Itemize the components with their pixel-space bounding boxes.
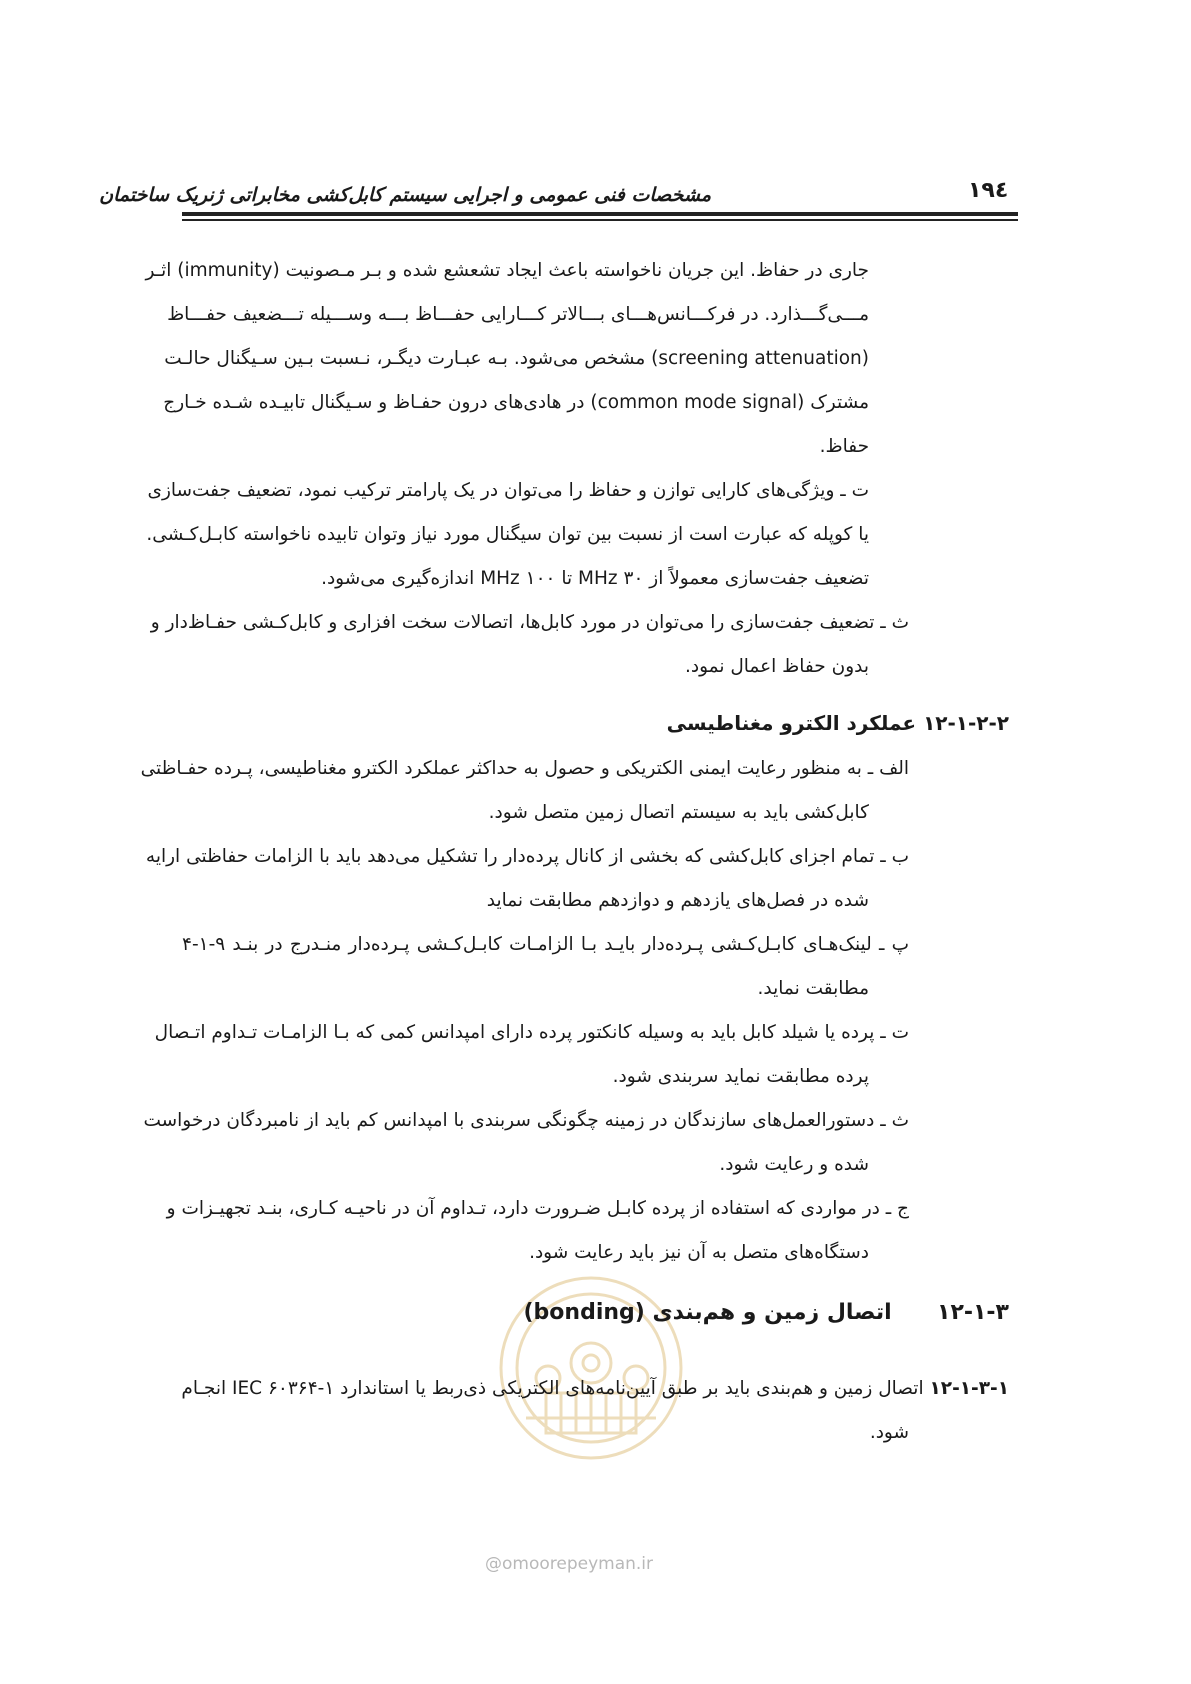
list-item-line: تضعیف جفت‌سازی معمولاً از ۳۰ MHz تا ۱۰۰ MHz اندازه‌گیری می‌شود.	[321, 568, 869, 589]
list-item-line: یا کوپله که عبارت است از نسبت بین توان سیگنال مورد نیاز وتوان تابیده ناخواسته کابـل‌کـشی.	[146, 524, 869, 545]
list-item-line: شده در فصل‌های یازدهم و دوازدهم مطابقت نماید	[486, 890, 869, 911]
list-item-line: پ ـ لینک‌هـای کابـل‌کـشی پـرده‌دار بایـد بـا الزامـات کابـل‌کـشی پـرده‌دار منـدرج در بنـد ۹-۱-۴	[182, 934, 909, 955]
list-item-line: مطابقت نماید.	[757, 978, 869, 999]
list-item-line: ج ـ در مواردی که استفاده از پرده کابـل ضـرورت دارد، تـداوم آن در ناحیـه کـاری، بنـد تجهیـزات و	[166, 1198, 909, 1219]
section-title: عملکرد الکترو مغناطیسی	[666, 711, 917, 735]
paragraph-line: حفاظ.	[819, 436, 869, 457]
paragraph-line: (screening attenuation) مشخص می‌شود. بـه عبـارت دیگـر، نـسبت بـین سـیگنال حالـت	[164, 348, 869, 369]
list-item-line: ث ـ دستورالعمل‌های سازندگان در زمینه چگونگی سربندی با امپدانس کم باید از نامبردگان درخواست	[143, 1110, 909, 1131]
section-number: ۱۲-۱-۳	[937, 1300, 1009, 1325]
paragraph-line: مشترک (common mode signal) در هادی‌های درون حفـاظ و سـیگنال تابیـده شـده خـارج	[163, 392, 869, 413]
list-item-line: کابل‌کشی باید به سیستم اتصال زمین متصل شود.	[488, 802, 869, 823]
list-item-line: ت ـ ویژگی‌های کارایی توازن و حفاظ را می‌توان در یک پارامتر ترکیب نمود، تضعیف جفت‌سازی	[147, 480, 869, 501]
header-rule-thin	[182, 219, 1018, 221]
paragraph-line: مـــی‌گـــذارد. در فرکـــانس‌هـــای بـــالاتر کـــارایی حفـــاظ بـــه وســـیله تـــضعیف حفـــاظ	[167, 304, 869, 325]
list-item-line: پرده مطابقت نماید سربندی شود.	[612, 1066, 869, 1087]
list-item-line: ث ـ تضعیف جفت‌سازی را می‌توان در مورد کابل‌ها، اتصالات سخت افزاری و کابل‌کـشی حفـاظ‌دار و	[150, 612, 909, 633]
paragraph-text: اتصال زمین و هم‌بندی باید بر طبق آیین‌نامه‌های الکتریکی ذی‌ربط یا استاندارد IEC ۶۰۳۶۴-۱ انجـام	[181, 1378, 924, 1399]
paragraph-line: شود.	[869, 1422, 909, 1443]
watermark-url: @omoorepeyman.ir	[485, 1554, 654, 1574]
list-item-line: دستگاه‌های متصل به آن نیز باید رعایت شود.	[529, 1242, 869, 1263]
header-rule-thick	[182, 212, 1018, 216]
list-item-line: شده و رعایت شود.	[719, 1154, 869, 1175]
running-title: مشخصات فنی عمومی و اجرایی سیستم کابل‌کشی مخابراتی ژنریک ساختمان	[99, 184, 711, 206]
list-item-line: بدون حفاظ اعمال نمود.	[684, 656, 869, 677]
page-number: ۱۹٤	[968, 178, 1009, 203]
paragraph-line	[182, 1376, 1009, 1402]
paragraph-line: جاری در حفاظ. این جریان ناخواسته باعث ایجاد تشعشع شده و بـر مـصونیت (immunity) اثـر	[145, 260, 869, 281]
section-title: اتصال زمین و هم‌بندی (bonding)	[523, 1300, 892, 1325]
section-number: ۱۲-۱-۳-۱	[929, 1378, 1009, 1399]
section-heading	[667, 710, 1009, 736]
list-item-line: ب ـ تمام اجزای کابل‌کشی که بخشی از کانال پرده‌دار را تشکیل می‌دهد باید با الزامات حفاظتی ارایه	[145, 846, 909, 867]
section-heading	[523, 1300, 1009, 1326]
list-item-line: ت ـ پرده یا شیلد کابل باید به وسیله کانکتور پرده دارای امپدانس کمی که بـا الزامـات تـداوم اتـصال	[154, 1022, 909, 1043]
section-number: ۱۲-۱-۲-۲	[923, 711, 1009, 735]
list-item-line: الف ـ به منظور رعایت ایمنی الکتریکی و حصول به حداکثر عملکرد الکترو مغناطیسی، پـرده حفـاظتی	[140, 758, 909, 779]
